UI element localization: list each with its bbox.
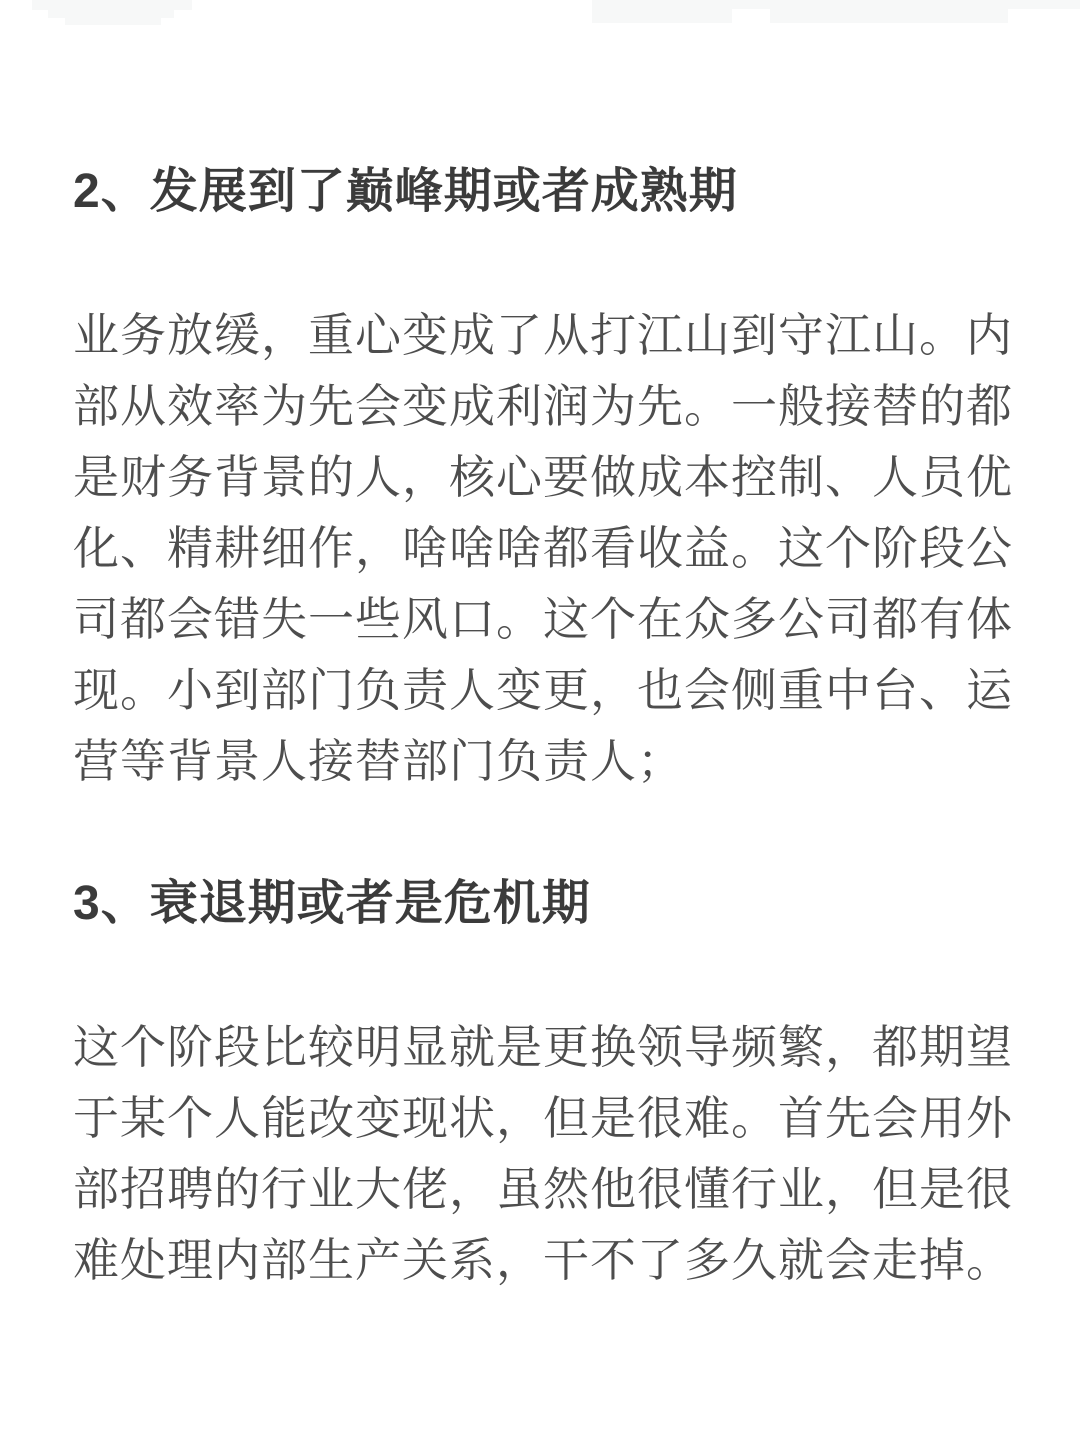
paragraph-line: 是财务背景的人，核心要做成本控制、人员优 (73, 451, 1013, 503)
paragraph-peak-maturity (73, 300, 1020, 797)
paragraph-decline-crisis (73, 1012, 1020, 1296)
paragraph-line: 司都会错失一些风口。这个在众多公司都有体 (73, 593, 1013, 645)
paragraph-line: 部招聘的行业大佬，虽然他很懂行业，但是很 (73, 1163, 1013, 1215)
paragraph-line: 营等背景人接替部门负责人； (73, 735, 684, 787)
remnant-shape (1035, 0, 1080, 9)
paragraph-line: 业务放缓，重心变成了从打江山到守江山。内 (73, 309, 1013, 361)
remnant-shape (32, 0, 192, 10)
paragraph-line: 部从效率为先会变成利润为先。一般接替的都 (73, 380, 1013, 432)
cropped-text-remnant (0, 0, 1080, 26)
paragraph-line: 难处理内部生产关系，干不了多久就会走掉。 (73, 1234, 1013, 1286)
remnant-shape (65, 18, 161, 25)
section-heading-3: 3、衰退期或者是危机期 (73, 877, 591, 930)
article-content (0, 160, 1080, 1296)
section-peak-maturity (73, 160, 1020, 797)
section-decline-crisis (73, 872, 1020, 1296)
remnant-shape (592, 0, 1050, 9)
section-heading-2: 2、发展到了巅峰期或者成熟期 (73, 165, 738, 218)
paragraph-line: 这个阶段比较明显就是更换领导频繁，都期望 (73, 1021, 1013, 1073)
paragraph-line: 化、精耕细作，啥啥啥都看收益。这个阶段公 (73, 522, 1013, 574)
paragraph-line: 现。小到部门负责人变更，也会侧重中台、运 (73, 664, 1013, 716)
paragraph-line: 于某个人能改变现状，但是很难。首先会用外 (73, 1092, 1013, 1144)
remnant-shape (48, 10, 174, 18)
remnant-shape (592, 9, 732, 23)
remnant-shape (770, 9, 1008, 23)
